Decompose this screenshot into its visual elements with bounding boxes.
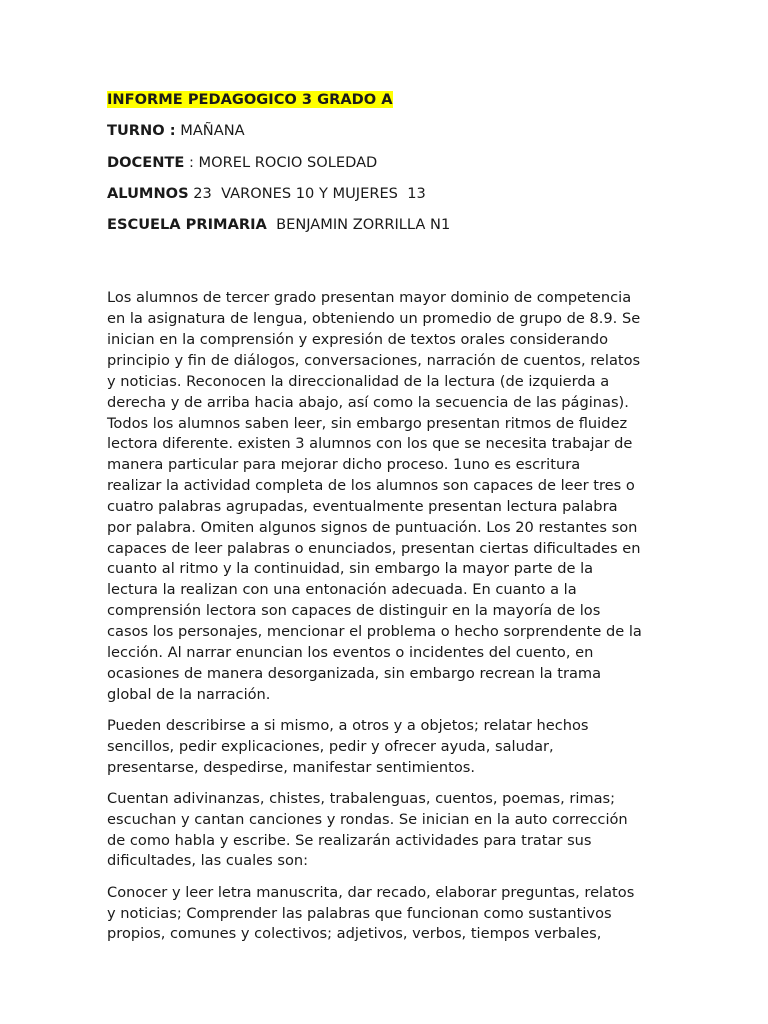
spacer [107, 246, 667, 288]
turno-value: MAÑANA [175, 122, 245, 140]
paragraph-intro: Los alumnos de tercer grado presentan mayor dominio de competencia en la asignatura de lengua, obteniendo un promedio de grupo de 8.9. Se inician en la comprensión y expresión de textos orales considerando principio y fin de diálogos, conversaciones, narración de cuentos, relatos y noticias. Reconocen la direccionalidad de la lectura (de izquierda a derecha y de arriba hacia abajo, así como la secuencia de las páginas). Todos los alumnos saben leer, sin embargo presentan ritmos de fluidez lectora diferente. existen 3 alumnos con los que se necesita trabajar de manera particular para mejorar dicho proceso. 1uno es escritura realizar la actividad completa de los alumnos son capaces de leer tres o cuatro palabras agrupadas, eventualmente presentan lectura palabra por palabra. Omiten algunos signos de puntuación. Los 20 restantes son capaces de leer palabras o enunciados, presentan ciertas dificultades en cuanto al ritmo y la continuidad, sin embargo la mayor parte de la lectura la realizan con una entonación adecuada. En cuanto a la comprensión lectora son capaces de distinguir en la mayoría de los casos los personajes, mencionar el problema o hecho sorprendente de la lección. Al narrar enuncian los eventos o incidentes del cuento, en ocasiones de manera desorganizada, sin embargo recrean la trama global de la narración. [107, 289, 642, 703]
alumnos-label: ALUMNOS [107, 184, 189, 202]
paragraph-difficulties: Conocer y leer letra manuscrita, dar recado, elaborar preguntas, relatos y noticias; Comprender las palabras que funcionan como sustantivos propios, comunes y colectivos; adjetivos, verbos, tiempos verbales, [107, 883, 635, 943]
escuela-value: BENJAMIN ZORRILLA N1 [266, 216, 451, 234]
paragraph-description: Pueden describirse a si mismo, a otros y a objetos; relatar hechos sencillos, pedir explicaciones, pedir y ofrecer ayuda, saludar, presentarse, despedirse, manifestar sentimientos. [107, 716, 589, 776]
document-page [107, 90, 667, 956]
paragraph-activities: Cuentan adivinanzas, chistes, trabalenguas, cuentos, poemas, rimas; escuchan y cantan canciones y rondas. Se inician en la auto corrección de como habla y escribe. Se realizarán actividades para tratar sus dificultades, las cuales son: [107, 789, 628, 870]
turno-line [107, 121, 667, 141]
alumnos-value: 23 VARONES 10 Y MUJERES 13 [188, 184, 426, 202]
docente-line [107, 153, 667, 173]
docente-value: : MOREL ROCIO SOLEDAD [184, 153, 378, 171]
report-title-line [107, 90, 667, 110]
escuela-label: ESCUELA PRIMARIA [107, 216, 267, 234]
turno-label: TURNO : [107, 122, 176, 140]
alumnos-line [107, 184, 667, 204]
report-title: INFORME PEDAGOGICO 3 GRADO A [107, 91, 393, 108]
escuela-line [107, 215, 667, 235]
docente-label: DOCENTE [107, 153, 185, 171]
